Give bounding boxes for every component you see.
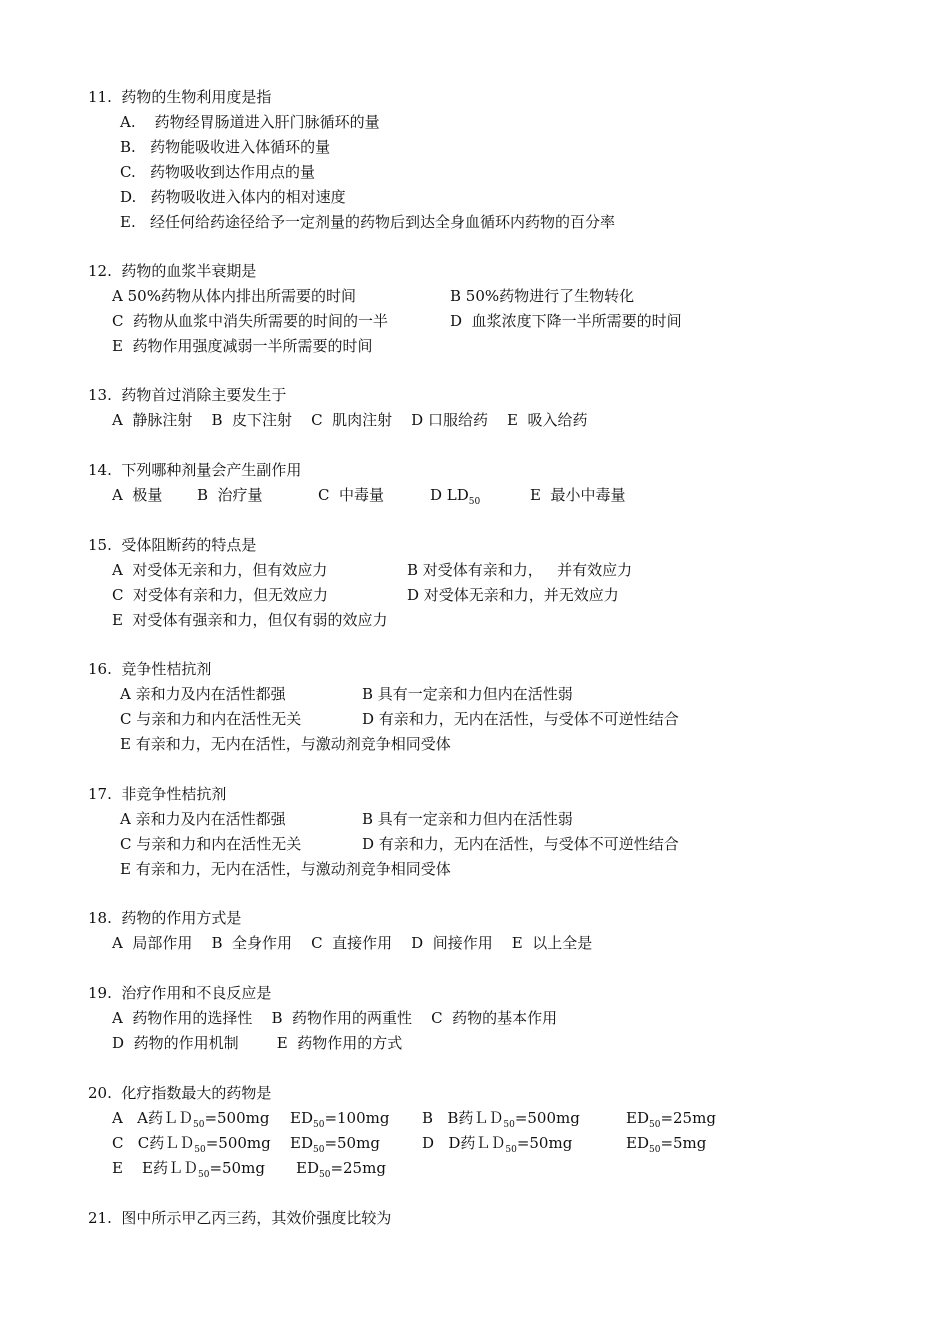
question-11-option-c: C. 药物吸收到达作用点的量 — [120, 163, 316, 181]
question-16-option-e: E 有亲和力，无内在活性，与激动剂竞争相同受体 — [120, 735, 451, 753]
question-11-option-a: A. 药物经胃肠道进入肝门脉循环的量 — [120, 113, 380, 131]
ed-subscript: 50 — [318, 1170, 331, 1180]
ed-label: ED — [296, 1159, 319, 1177]
question-14-option-a: A 极量 — [112, 486, 163, 504]
question-17-option-a: A 亲和力及内在活性都强 — [120, 810, 286, 828]
question-19-options-row1: A 药物作用的选择性 B 药物作用的两重性 C 药物的基本作用 — [112, 1009, 558, 1027]
ld-subscript: 50 — [194, 1145, 206, 1155]
ed-label: ED — [626, 1109, 649, 1127]
question-12-option-b: B 50%药物进行了生物转化 — [450, 287, 635, 305]
question-15-option-e: E 对受体有强亲和力，但仅有弱的效应力 — [112, 611, 388, 629]
question-15-stem: 15. 受体阻断药的特点是 — [88, 536, 257, 554]
question-17-option-d: D 有亲和力，无内在活性，与受体不可逆性结合 — [362, 835, 679, 853]
ed-value: =5mg — [660, 1134, 707, 1152]
question-11-option-e: E. 经任何给药途径给予一定剂量的药物后到达全身血循环内药物的百分率 — [120, 213, 616, 231]
ed-value: =25mg — [330, 1159, 386, 1177]
ld-label: A A药ＬＤ — [112, 1109, 193, 1127]
question-13-stem: 13. 药物首过消除主要发生于 — [88, 386, 287, 404]
ed-label: ED — [626, 1134, 649, 1152]
question-12-option-e: E 药物作用强度减弱一半所需要的时间 — [112, 337, 373, 355]
question-20-option-b-ld — [422, 1109, 580, 1130]
question-12-option-d: D 血浆浓度下降一半所需要的时间 — [450, 312, 682, 330]
question-15-option-d: D 对受体无亲和力，并无效应力 — [407, 586, 619, 604]
question-17-stem: 17. 非竞争性桔抗剂 — [88, 785, 227, 803]
question-16-option-b: B 具有一定亲和力但内在活性弱 — [362, 685, 573, 703]
question-18-stem: 18. 药物的作用方式是 — [88, 909, 242, 927]
question-16-stem: 16. 竞争性桔抗剂 — [88, 660, 212, 678]
ld-value: =50mg — [209, 1159, 265, 1177]
question-13-options: A 静脉注射 B 皮下注射 C 肌肉注射 D 口服给药 E 吸入给药 — [112, 411, 588, 429]
question-20-option-c-ld — [112, 1134, 271, 1155]
ld-value: =500mg — [204, 1109, 270, 1127]
question-20-option-b-ed — [626, 1109, 716, 1130]
question-20-option-d-ed — [626, 1134, 707, 1155]
question-14-option-e: E 最小中毒量 — [530, 486, 626, 504]
question-14-option-b: B 治疗量 — [197, 486, 263, 504]
ld-label: B B药ＬＤ — [422, 1109, 504, 1127]
question-20-option-a-ed — [290, 1109, 390, 1130]
question-20-option-a-ld — [112, 1109, 270, 1130]
question-11-option-d: D. 药物吸收进入体内的相对速度 — [120, 188, 346, 206]
ed-value: =25mg — [660, 1109, 716, 1127]
question-15-option-b: B 对受体有亲和力， 并有效应力 — [407, 561, 633, 579]
ld-label: E E药ＬＤ — [112, 1159, 198, 1177]
question-18-options: A 局部作用 B 全身作用 C 直接作用 D 间接作用 E 以上全是 — [112, 934, 593, 952]
ld-value: =500mg — [205, 1134, 271, 1152]
ed-subscript: 50 — [648, 1145, 661, 1155]
ed-label: ED — [290, 1134, 313, 1152]
question-14-option-d — [430, 486, 481, 507]
question-20-option-e-ed — [296, 1159, 386, 1180]
ld-subscript: 50 — [505, 1145, 517, 1155]
question-20-option-c-ed — [290, 1134, 380, 1155]
question-16-option-c: C 与亲和力和内在活性无关 — [120, 710, 302, 728]
question-17-option-c: C 与亲和力和内在活性无关 — [120, 835, 302, 853]
ed-label: ED — [290, 1109, 313, 1127]
ld-subscript: 50 — [468, 497, 481, 507]
question-14-option-c: C 中毒量 — [318, 486, 385, 504]
question-19-options-row2: D 药物的作用机制 E 药物作用的方式 — [112, 1034, 403, 1052]
ed-subscript: 50 — [312, 1145, 325, 1155]
question-17-option-e: E 有亲和力，无内在活性，与激动剂竞争相同受体 — [120, 860, 451, 878]
question-15-option-a: A 对受体无亲和力，但有效应力 — [112, 561, 328, 579]
ld-label: D D药ＬＤ — [422, 1134, 506, 1152]
question-20-option-d-ld — [422, 1134, 573, 1155]
ld-value: =500mg — [514, 1109, 580, 1127]
question-19-stem: 19. 治疗作用和不良反应是 — [88, 984, 272, 1002]
ed-value: =50mg — [324, 1134, 380, 1152]
ld-value: =50mg — [516, 1134, 573, 1152]
question-12-option-a: A 50%药物从体内排出所需要的时间 — [112, 287, 356, 305]
question-20-stem: 20. 化疗指数最大的药物是 — [88, 1084, 272, 1102]
question-12-stem: 12. 药物的血浆半衰期是 — [88, 262, 257, 280]
question-20-option-e-ld — [112, 1159, 265, 1180]
question-11-option-b: B. 药物能吸收进入体循环的量 — [120, 138, 331, 156]
question-17-option-b: B 具有一定亲和力但内在活性弱 — [362, 810, 573, 828]
question-21-stem: 21. 图中所示甲乙丙三药，其效价强度比较为 — [88, 1209, 392, 1227]
ld-subscript: 50 — [192, 1120, 205, 1130]
ed-subscript: 50 — [648, 1120, 661, 1130]
question-16-option-a: A 亲和力及内在活性都强 — [120, 685, 286, 703]
question-15-option-c: C 对受体有亲和力，但无效应力 — [112, 586, 329, 604]
question-16-option-d: D 有亲和力，无内在活性，与受体不可逆性结合 — [362, 710, 679, 728]
ed-value: =100mg — [324, 1109, 390, 1127]
ld-subscript: 50 — [503, 1120, 515, 1130]
ed-subscript: 50 — [312, 1120, 325, 1130]
question-11-stem: 11. 药物的生物利用度是指 — [88, 88, 272, 106]
ld-subscript: 50 — [197, 1170, 210, 1180]
question-12-option-c: C 药物从血浆中消失所需要的时间的一半 — [112, 312, 389, 330]
question-14-stem: 14. 下列哪种剂量会产生副作用 — [88, 461, 302, 479]
ld-label: D LD — [430, 486, 469, 504]
ld-label: C C药ＬＤ — [112, 1134, 195, 1152]
